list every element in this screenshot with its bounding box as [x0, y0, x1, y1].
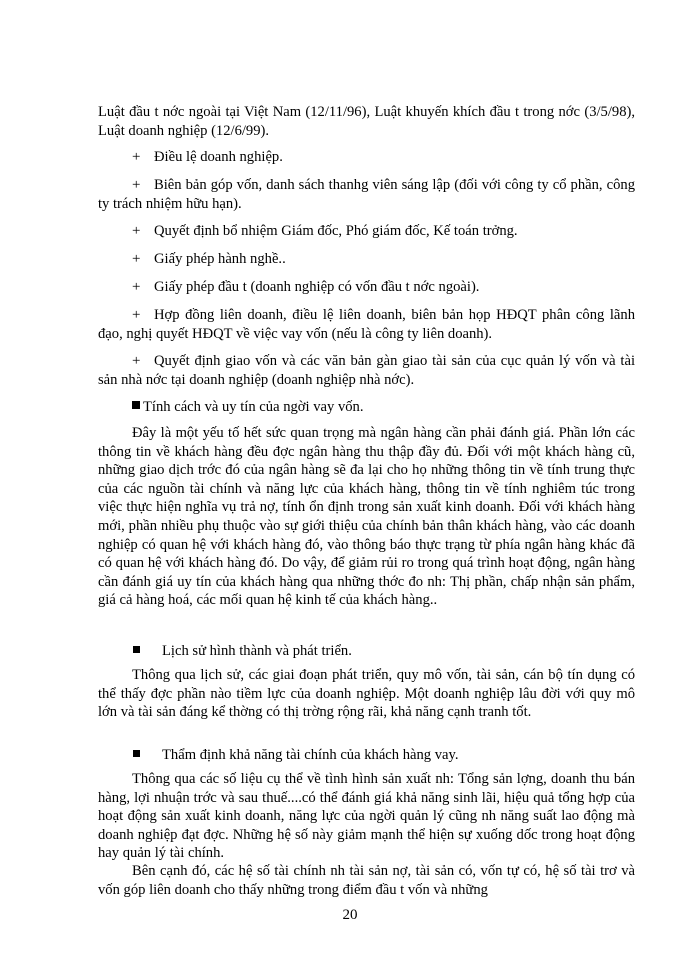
body-paragraph: Thông qua lịch sử, các giai đoạn phát triển, quy mô vốn, tài sản, cán bộ tín dụng có thể thấy đợc phần nào tiềm lực của doanh nghiệp. Một doanh nghiệp lâu đời với quy mô lớn và tài sản đáng kể thờng có thị trờng rộng rãi, khả năng cạnh tranh tốt. [98, 667, 635, 721]
list-item-text: Biên bản góp vốn, danh sách thanhg viên sáng lập (đối với công ty cổ phần, công ty trách nhiệm hữu hạn). [98, 177, 635, 212]
list-item-plus [132, 278, 635, 297]
square-bullet-icon [133, 646, 140, 653]
plus-icon: + [132, 307, 141, 323]
list-item-text: Giấy phép đầu t (doanh nghiệp có vốn đầu t nớc ngoài). [154, 279, 480, 295]
page-number: 20 [342, 907, 358, 923]
section-heading-text: Thẩm định khả năng tài chính của khách hàng vay. [162, 747, 459, 763]
plus-icon: + [132, 177, 141, 193]
plus-icon: + [132, 251, 141, 267]
list-item-plus [132, 250, 635, 269]
body-paragraph: Thông qua các số liệu cụ thể về tình hình sản xuất nh: Tổng sản lợng, doanh thu bán hàng, lợi nhuận trớc và sau thuế....có thể đánh giá khả năng sinh lãi, hiệu quả tổng hợp của hoạt động sản xuất kinh doanh, năng lực của ngời quản lý cũng nh năng suất lao động mà doanh nghiệp đạt đợc. Những hệ số này giảm mạnh thể hiện sự xuống dốc trong hoạt động hay quản lý tài chính. [98, 771, 635, 862]
list-item-text: Quyết định giao vốn và các văn bản gàn giao tài sản của cục quản lý vốn và tài sản nhà nớc tại doanh nghiệp (doanh nghiệp nhà nớc). [98, 353, 635, 388]
list-item-plus [132, 148, 635, 167]
plus-icon: + [132, 279, 141, 295]
list-item-text: Giấy phép hành nghề.. [154, 251, 286, 267]
section-heading-text: Lịch sử hình thành và phát triển. [162, 643, 352, 659]
list-item-plus [98, 306, 635, 343]
plus-icon: + [132, 149, 141, 165]
plus-icon: + [132, 353, 141, 369]
plus-icon: + [132, 223, 141, 239]
paragraph-law-list: Luật đầu t nớc ngoài tại Việt Nam (12/11/96), Luật khuyến khích đầu t trong nớc (3/5/98), Luật doanh nghiệp (12/6/99). [98, 104, 635, 139]
square-bullet-icon [133, 750, 140, 757]
list-item-plus [98, 176, 635, 213]
section-heading [133, 746, 633, 765]
list-item-plus [132, 222, 635, 241]
section-heading [132, 398, 635, 417]
section-heading [133, 642, 633, 661]
list-item-text: Điều lệ doanh nghiệp. [154, 149, 283, 165]
square-bullet-icon [132, 401, 140, 409]
body-paragraph: Bên cạnh đó, các hệ số tài chính nh tài sản nợ, tài sản có, vốn tự có, hệ số tài trơ và vốn góp liên doanh cho thấy những trong điểm đầu t vốn và những [98, 863, 635, 898]
list-item-text: Hợp đồng liên doanh, điều lệ liên doanh, biên bản họp HĐQT phân công lãnh đạo, nghị quyết HĐQT về việc vay vốn (nếu là công ty liên doanh). [98, 307, 635, 342]
list-item-text: Quyết định bổ nhiệm Giám đốc, Phó giám đốc, Kế toán trởng. [154, 223, 518, 239]
body-paragraph: Đây là một yếu tố hết sức quan trọng mà ngân hàng cần phải đánh giá. Phần lớn các thông tin về khách hàng đều đợc ngân hàng thu thập đầy đủ. Đối với một khách hàng cũ, những giao dịch trớc đó của ngân hàng sẽ đa lại cho họ những thông tin về tính trung thực của các nguồn tài chính và năng lực của khách hàng, thông tin về tính nghiêm túc trong việc thực hiện nghĩa vụ trả nợ, tính ổn định trong sản xuất kinh doanh. Đối với khách hàng mới, phần nhiều phụ thuộc vào sự giới thiệu của chính bản thân khách hàng, vào các doanh nghiệp có quan hệ với khách hàng đó, vào thông báo thực trạng từ phía ngân hàng khác đã có quan hệ với khách hàng đó. Do vậy, để giảm rủi ro trong quá trình hoạt động, ngân hàng cần đánh giá uy tín của khách hàng qua những thớc đo nh: Thị phần, chấp nhận sản phẩm, giá cả hàng hoá, các mối quan hệ kinh tế của khách hàng.. [98, 425, 635, 609]
list-item-plus [98, 352, 635, 389]
section-heading-text: Tính cách và uy tín của ngời vay vốn. [143, 399, 364, 415]
